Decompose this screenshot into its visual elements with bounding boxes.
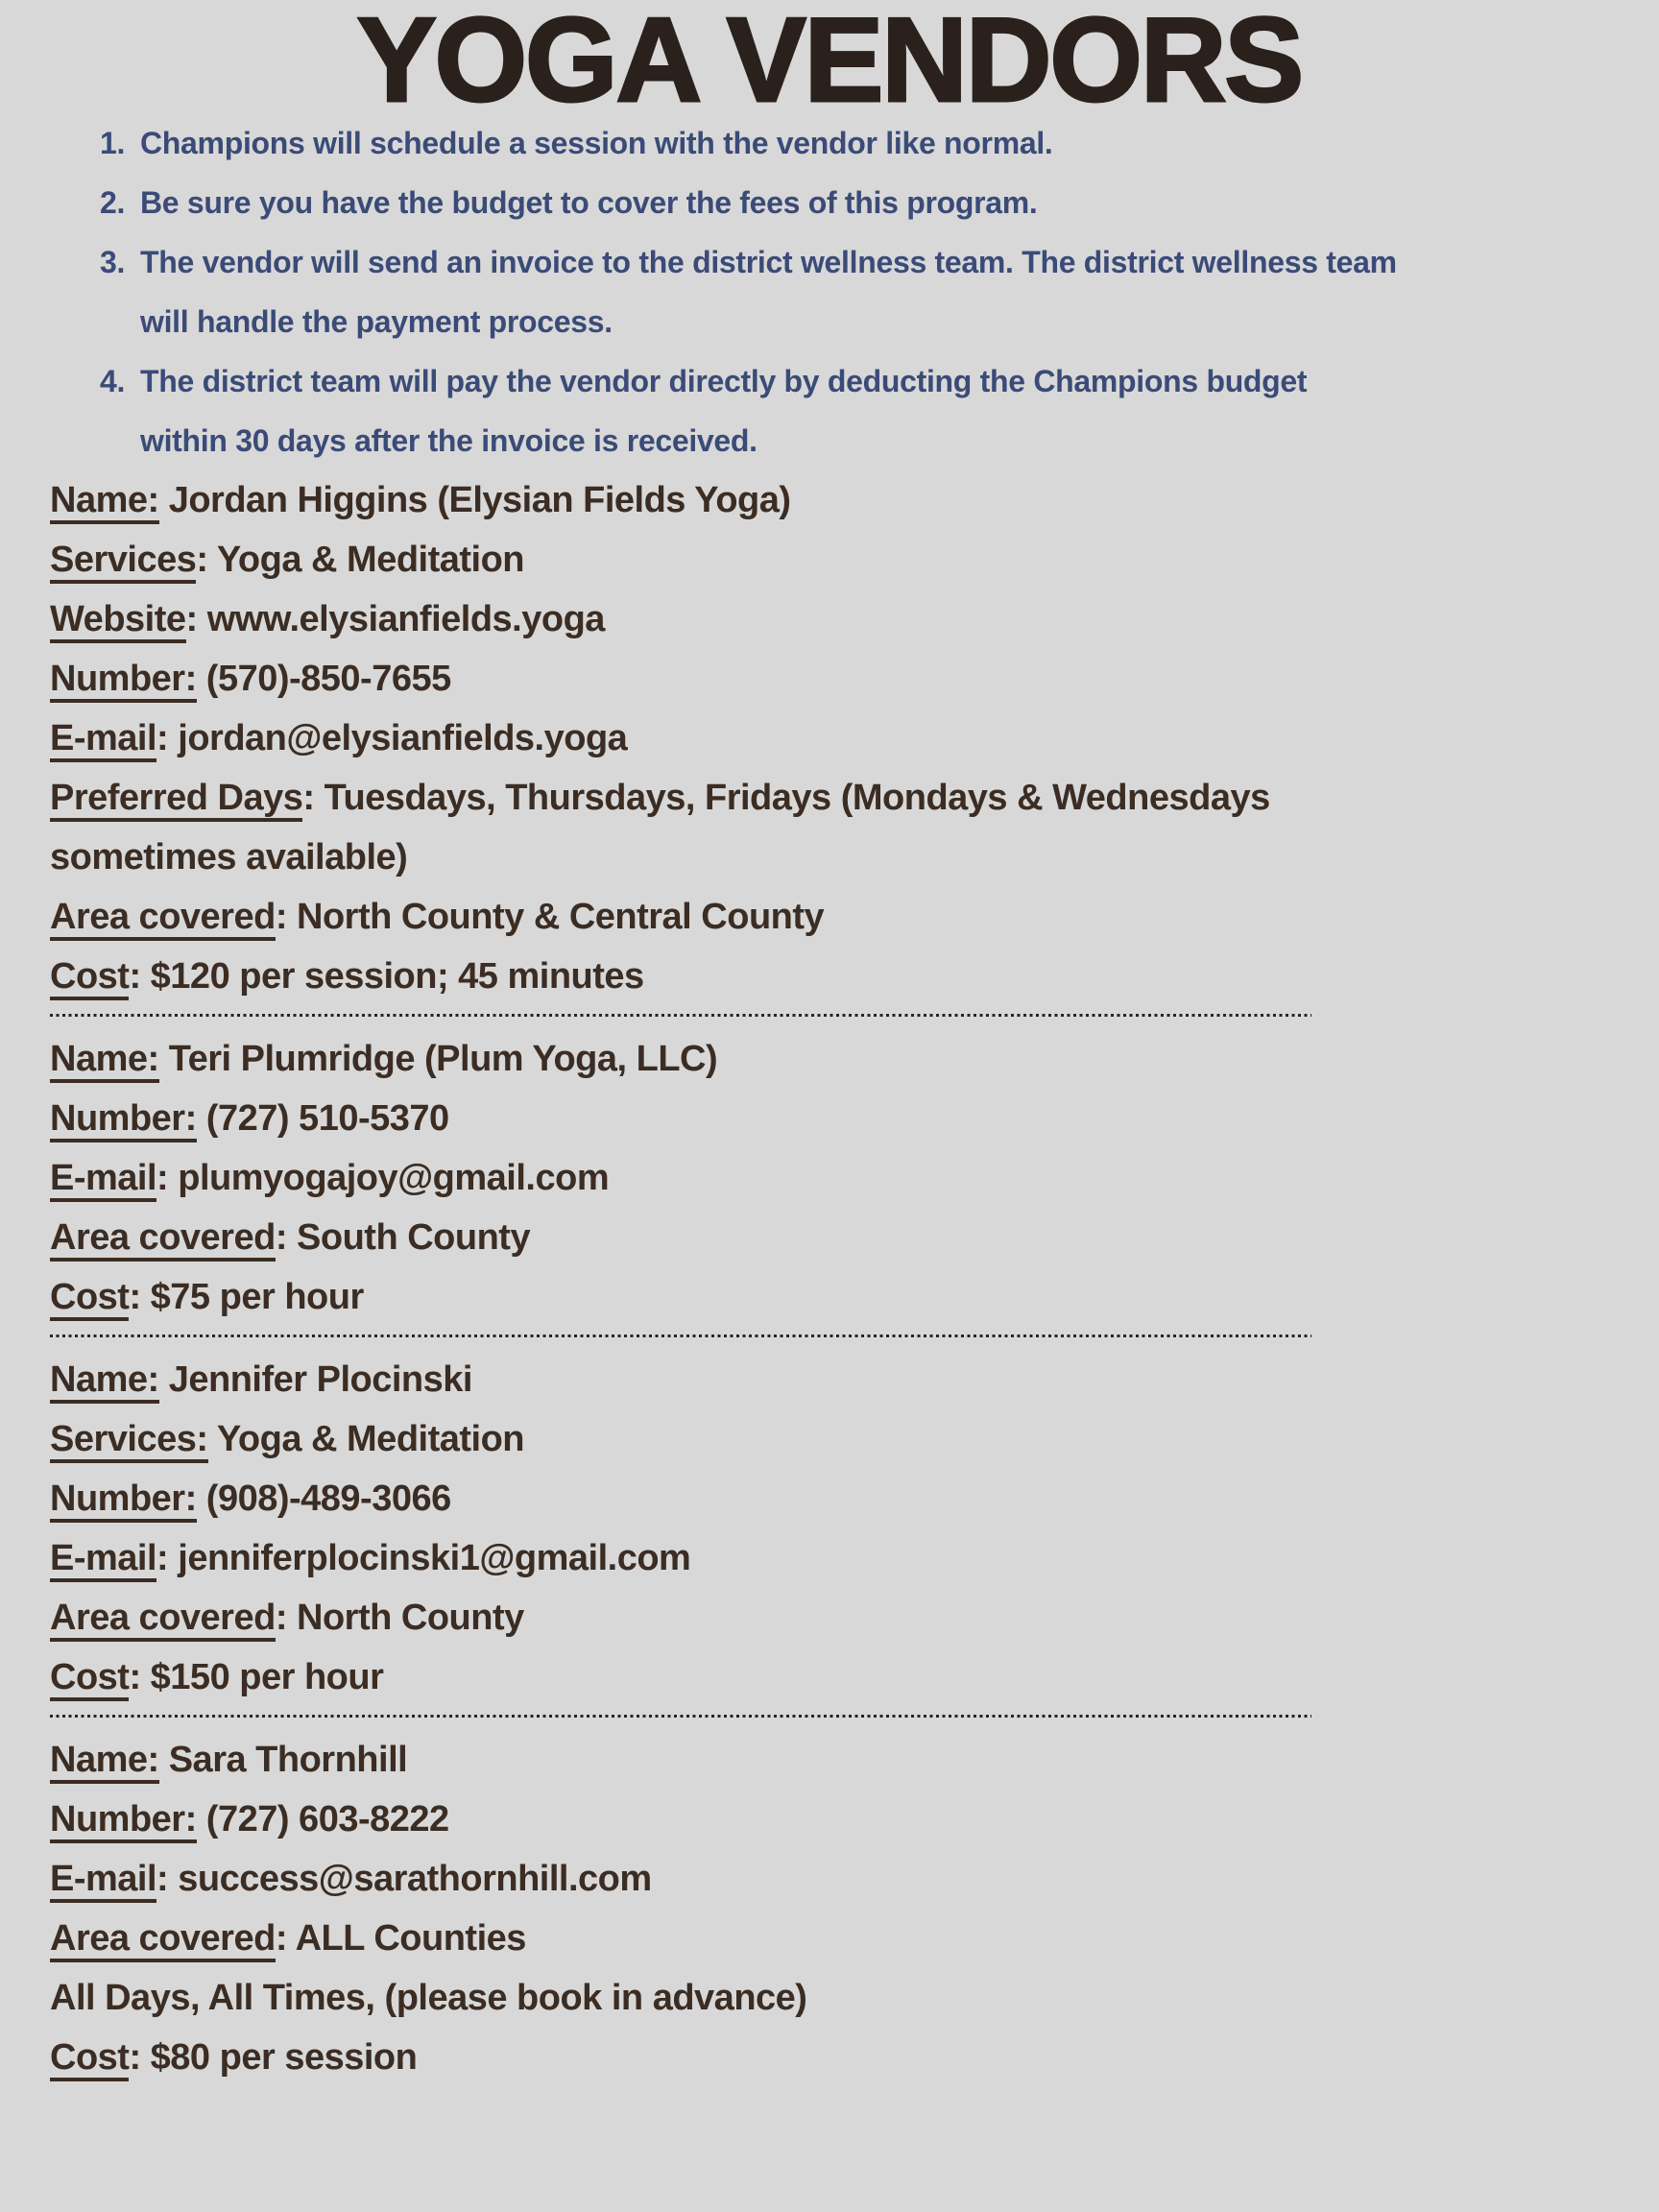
instruction-line: will handle the payment process. [140, 304, 613, 339]
vendor-card [50, 1350, 1659, 1707]
field-value: : $75 per hour [129, 1277, 364, 1317]
field-label: Preferred Days [50, 778, 302, 822]
instruction-number: 4. [100, 364, 126, 398]
field-label: Cost [50, 2037, 129, 2081]
vendor-field-row [50, 530, 1659, 589]
vendor-field-row [50, 1267, 1659, 1327]
vendor-field-row [50, 1588, 1659, 1647]
vendor-field-row [50, 470, 1659, 530]
field-label: E-mail [50, 1859, 156, 1903]
field-value: Jennifer Plocinski [158, 1359, 472, 1400]
field-value: Sara Thornhill [158, 1740, 408, 1780]
instruction-text [140, 351, 1307, 470]
field-label: Cost [50, 956, 129, 1000]
field-value: : www.elysianfields.yoga [185, 599, 605, 639]
field-value: : jordan@elysianfields.yoga [156, 718, 628, 758]
vendor-field-row [50, 1469, 1659, 1528]
instruction-line: The district team will pay the vendor directly by deducting the Champions budget [140, 364, 1308, 398]
vendor-field-row [50, 768, 1659, 828]
field-value: : Yoga & Meditation [196, 540, 525, 580]
field-value: sometimes available) [50, 837, 408, 878]
instruction-item [100, 351, 1659, 470]
instruction-number: 3. [100, 245, 126, 279]
field-label: E-mail [50, 1538, 156, 1582]
vendor-field-row [50, 709, 1659, 768]
vendor-field-row [50, 1350, 1659, 1409]
dotted-divider [50, 1715, 1311, 1718]
field-label: E-mail [50, 718, 156, 762]
field-label: Area covered [50, 897, 276, 941]
vendor-field-row [50, 1208, 1659, 1267]
field-label: Website [50, 599, 186, 643]
field-label: Number: [50, 1479, 197, 1523]
field-label: Number: [50, 1799, 197, 1843]
instructions-list [100, 113, 1659, 470]
field-value: : South County [275, 1217, 531, 1258]
dotted-divider [50, 1014, 1311, 1017]
field-label: Services [50, 540, 196, 584]
field-value: (908)-489-3066 [196, 1479, 451, 1519]
field-value: (570)-850-7655 [196, 659, 451, 699]
field-value: : North County & Central County [275, 897, 825, 937]
vendor-field-row [50, 947, 1659, 1006]
field-label: Number: [50, 659, 197, 703]
field-label: Number: [50, 1098, 197, 1142]
field-value: : ALL Counties [275, 1918, 526, 1959]
field-value: : $80 per session [129, 2037, 418, 2078]
vendor-field-row [50, 1528, 1659, 1588]
field-value: : North County [275, 1598, 524, 1638]
instruction-item [100, 232, 1659, 351]
vendor-field-row [50, 1730, 1659, 1790]
vendor-field-row [50, 1148, 1659, 1208]
vendor-field-row [50, 1089, 1659, 1148]
vendor-field-row [50, 887, 1659, 947]
field-value: : success@sarathornhill.com [156, 1859, 652, 1899]
vendor-card [50, 470, 1659, 1006]
instruction-text [140, 232, 1397, 351]
instruction-number: 2. [100, 185, 126, 220]
field-value: Yoga & Meditation [207, 1419, 525, 1459]
field-value: : Tuesdays, Thursdays, Fridays (Mondays & Wednesdays [302, 778, 1270, 818]
field-label: Services: [50, 1419, 208, 1463]
instruction-line: Champions will schedule a session with the vendor like normal. [140, 126, 1053, 160]
field-label: Area covered [50, 1918, 276, 1962]
vendor-field-row [50, 589, 1659, 649]
dotted-divider [50, 1334, 1311, 1337]
field-label: Area covered [50, 1217, 276, 1262]
field-value: : $150 per hour [129, 1657, 384, 1697]
vendor-field-row [50, 1968, 1659, 2028]
field-label: Cost [50, 1277, 129, 1321]
field-value: : $120 per session; 45 minutes [129, 956, 644, 997]
field-value: All Days, All Times, (please book in advance) [50, 1978, 807, 2018]
instruction-line: within 30 days after the invoice is received. [140, 423, 757, 458]
field-value: (727) 510-5370 [196, 1098, 449, 1139]
vendor-field-row [50, 828, 1659, 887]
vendor-field-row [50, 1849, 1659, 1909]
field-value: : jenniferplocinski1@gmail.com [156, 1538, 691, 1578]
field-label: E-mail [50, 1158, 156, 1202]
field-value: Jordan Higgins (Elysian Fields Yoga) [158, 480, 791, 520]
vendor-list [50, 470, 1659, 2087]
instruction-text [140, 173, 1037, 232]
vendor-field-row [50, 2028, 1659, 2087]
field-label: Cost [50, 1657, 129, 1701]
vendor-field-row [50, 649, 1659, 709]
vendor-field-row [50, 1029, 1659, 1089]
instruction-line: Be sure you have the budget to cover the fees of this program. [140, 185, 1038, 220]
field-value: (727) 603-8222 [196, 1799, 449, 1839]
instruction-number: 1. [100, 126, 126, 160]
instruction-line: The vendor will send an invoice to the district wellness team. The district wellness team [140, 245, 1397, 279]
field-label: Area covered [50, 1598, 276, 1642]
instruction-item [100, 173, 1659, 232]
vendor-field-row [50, 1790, 1659, 1849]
vendor-field-row [50, 1909, 1659, 1968]
instruction-item [100, 113, 1659, 173]
field-label: Name: [50, 480, 159, 524]
page-title: YOGA VENDORS [356, 0, 1303, 127]
vendor-card [50, 1029, 1659, 1327]
field-value: : plumyogajoy@gmail.com [156, 1158, 610, 1198]
field-value: Teri Plumridge (Plum Yoga, LLC) [158, 1039, 718, 1079]
vendor-card [50, 1730, 1659, 2087]
field-label: Name: [50, 1039, 159, 1083]
field-label: Name: [50, 1359, 159, 1404]
instruction-text [140, 113, 1053, 173]
field-label: Name: [50, 1740, 159, 1784]
vendor-field-row [50, 1409, 1659, 1469]
vendor-field-row [50, 1647, 1659, 1707]
